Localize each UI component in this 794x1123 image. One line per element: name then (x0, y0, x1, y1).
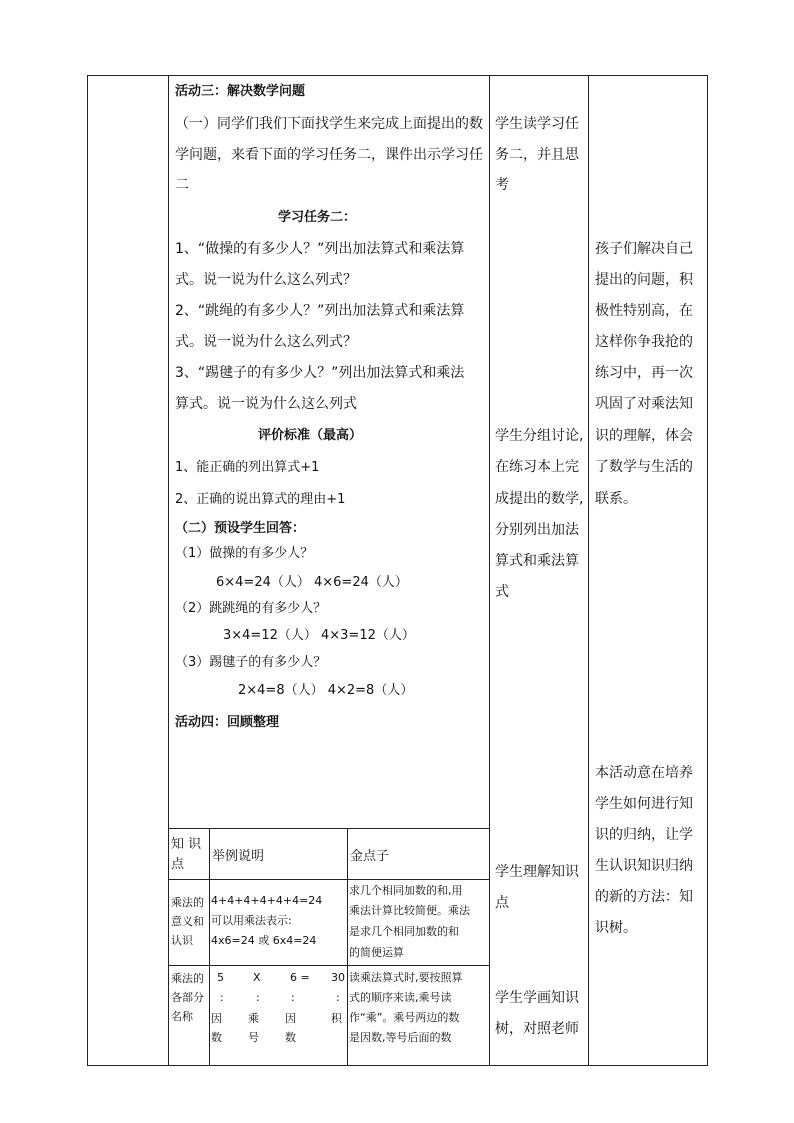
colon-2: : (256, 991, 260, 1004)
intro-line-2: 学问题，来看下面的学习任务二，课件出示学习任 (175, 147, 483, 163)
inner-col-divider-2 (347, 828, 348, 1066)
header-example: 举例说明 (212, 849, 265, 864)
intent-i1-line-1: 孩子们解决自己 (595, 241, 693, 257)
intent-i2-line-6: 识树。 (595, 920, 637, 936)
row2-tip-3: 作“乘”。乘号两边的数 (349, 1011, 460, 1024)
preset-question-2: （2）跳跳绳的有多少人？ (175, 601, 327, 616)
part-product: 积 (331, 1012, 342, 1025)
intent-i1-line-2: 提出的问题，积 (595, 272, 693, 288)
intent-i2-line-5: 的新的方法：知 (595, 889, 693, 905)
student-s2-line-4: 分别列出加法 (495, 522, 579, 538)
row1-example-1: 4+4+4+4+4+4=24 (211, 894, 323, 907)
student-s2-line-3: 成提出的数学, (495, 491, 584, 507)
intent-i1-line-7: 识的理解，体会 (595, 428, 693, 444)
task-2-line-1: 2、“跳绳的有多少人？”列出加法算式和乘法算 (175, 303, 465, 319)
preset-question-1: （1）做操的有多少人？ (175, 546, 314, 561)
student-s2-line-2: 在练习本上完 (495, 459, 579, 475)
header-knowledge-2: 点 (171, 857, 185, 872)
inner-table-top (168, 828, 489, 829)
student-s2-line-6: 式 (495, 584, 509, 600)
student-s2-line-5: 算式和乘法算 (495, 553, 579, 569)
task-2-line-2: 式。说一说为什么这么列式？ (175, 334, 357, 350)
row1-name-2: 意义和 (171, 915, 204, 928)
row1-tip-2: 乘法计算比较简便。乘法 (349, 904, 470, 917)
student-s4-line-2: 树，对照老师 (495, 1021, 579, 1037)
inner-table-header-bottom (168, 879, 489, 880)
criteria-1: 1、能正确的列出算式+1 (175, 460, 320, 475)
student-s1-line-1: 学生读学习任 (495, 116, 579, 132)
intro-line-1: （一）同学们我们下面找学生来完成上面提出的数 (175, 116, 483, 132)
task-1-line-1: 1、“做操的有多少人？”列出加法算式和乘法算 (175, 241, 465, 257)
task-1-line-2: 式。说一说为什么这么列式？ (175, 272, 357, 288)
col-divider-2 (489, 75, 490, 1066)
intent-i1-line-4: 这样你争我抢的 (595, 334, 693, 350)
row1-tip-1: 求几个相同加数的和,用 (349, 884, 463, 897)
part-factor-1-a: 因 (211, 1012, 222, 1025)
part-factor-1-b: 数 (211, 1031, 222, 1044)
task-title: 学习任务二： (278, 210, 357, 225)
student-s1-line-2: 务二，并且思 (495, 147, 579, 163)
activity4-title: 活动四：回顾整理 (175, 715, 280, 730)
row1-name-1: 乘法的 (171, 896, 204, 909)
table-left-border (87, 75, 88, 1066)
intent-i2-line-1: 本活动意在培养 (595, 765, 693, 781)
table-right-border (707, 75, 708, 1066)
row1-name-3: 认识 (171, 934, 193, 947)
inner-table-row1-bottom (168, 965, 489, 966)
row1-example-2: 可以用乘法表示: (211, 914, 292, 927)
criteria-2: 2、正确的说出算式的理由+1 (175, 492, 346, 507)
row1-tip-3: 是求几个相同加数的和 (349, 925, 459, 938)
row2-name-3: 名称 (171, 1010, 193, 1023)
colon-4: : (336, 991, 340, 1004)
eq-factor-1: 5 (217, 971, 224, 984)
student-s4-line-1: 学生学画知识 (495, 990, 579, 1006)
intent-i1-line-5: 练习中，再一次 (595, 365, 693, 381)
criteria-title: 评价标准（最高） (258, 428, 363, 443)
preset-answer-1: 6×4=24（人） 4×6=24（人） (216, 575, 408, 590)
eq-product: 30 (331, 971, 345, 984)
table-bottom-border (87, 1065, 708, 1066)
intro-line-3: 二 (175, 177, 189, 193)
table-top-border (87, 75, 708, 76)
part-factor-2-b: 数 (285, 1031, 296, 1044)
task-3-line-2: 算式。说一说为什么这么列式 (175, 396, 357, 412)
colon-1: : (220, 991, 224, 1004)
inner-col-divider-1 (209, 828, 210, 1066)
student-s3-line-2: 点 (495, 895, 509, 911)
row2-name-2: 各部分 (171, 991, 204, 1004)
eq-factor-2: 6 = (290, 971, 310, 984)
header-tip: 金点子 (350, 849, 390, 864)
intent-i1-line-6: 巩固了对乘法知 (595, 396, 693, 412)
part-factor-2-a: 因 (285, 1012, 296, 1025)
row2-tip-4: 是因数,等号后面的数 (349, 1031, 452, 1044)
colon-3: : (291, 991, 295, 1004)
row1-tip-4: 的简便运算 (349, 946, 404, 959)
eq-times: X (253, 971, 261, 984)
col-divider-1 (168, 75, 169, 1066)
row2-tip-2: 式的顺序来读,乘号读 (349, 991, 452, 1004)
activity3-title: 活动三：解决数学问题 (175, 84, 306, 99)
header-knowledge-1: 知 识 (171, 837, 202, 852)
intent-i1-line-8: 了数学与生活的 (595, 459, 693, 475)
row1-example-3: 4x6=24 或 6x4=24 (211, 934, 317, 947)
preset-question-3: （3）踢毽子的有多少人？ (175, 655, 327, 670)
preset-answer-2: 3×4=12（人） 4×3=12（人） (223, 628, 415, 643)
task-3-line-1: 3、“踢毽子的有多少人？”列出加法算式和乘法 (175, 365, 465, 381)
part-times-b: 号 (248, 1031, 259, 1044)
intent-i2-line-2: 学生如何进行知 (595, 796, 693, 812)
student-s1-line-3: 考 (495, 177, 509, 193)
col-divider-3 (588, 75, 589, 1066)
preset-answer-3: 2×4=8（人） 4×2=8（人） (238, 683, 414, 698)
intent-i1-line-9: 联系。 (595, 491, 637, 507)
row2-name-1: 乘法的 (171, 972, 204, 985)
row2-tip-1: 读乘法算式时,要按照算 (349, 971, 463, 984)
intent-i2-line-3: 识的归纳，让学 (595, 827, 693, 843)
intent-i2-line-4: 生认识知识归纳 (595, 858, 693, 874)
part-times-a: 乘 (248, 1012, 259, 1025)
student-s2-line-1: 学生分组讨论, (495, 428, 584, 444)
student-s3-line-1: 学生理解知识 (495, 864, 579, 880)
preset-title: （二）预设学生回答： (175, 521, 306, 536)
intent-i1-line-3: 极性特别高，在 (595, 303, 693, 319)
